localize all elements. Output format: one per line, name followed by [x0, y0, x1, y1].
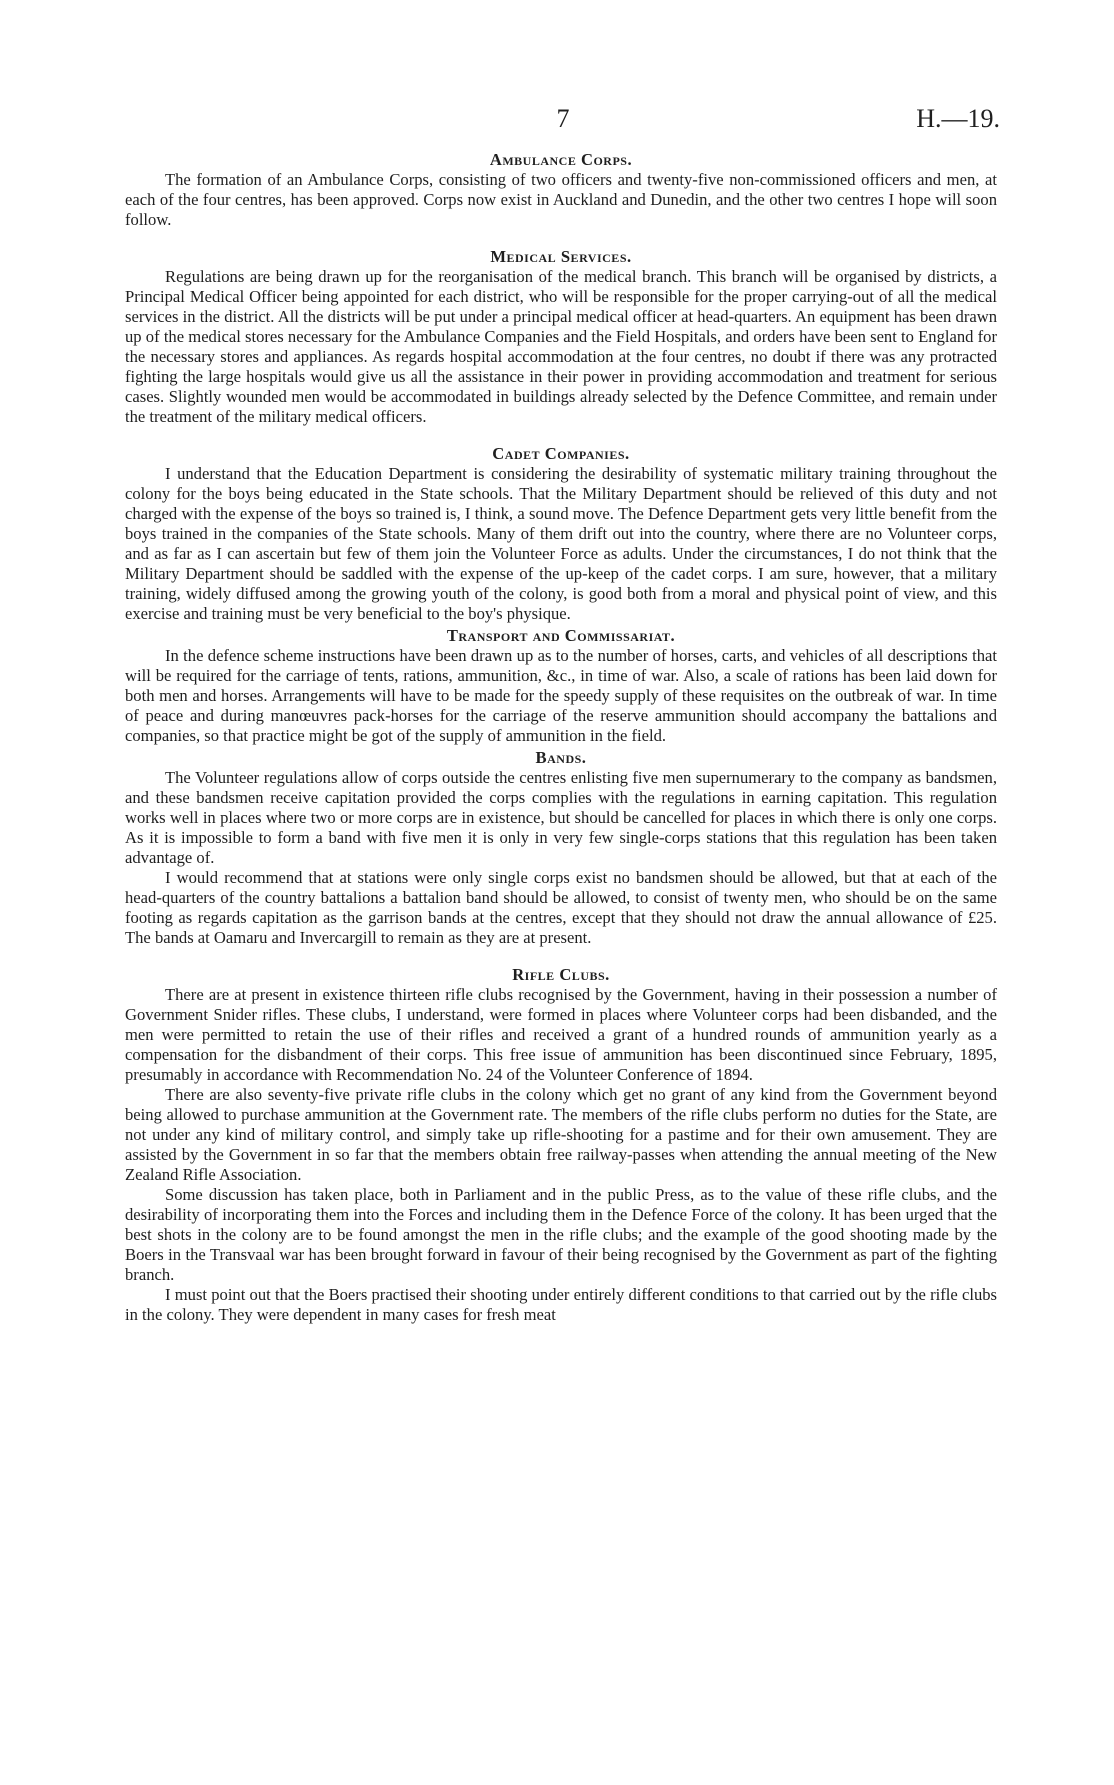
paragraph: Regulations are being drawn up for the reorganisation of the medical branch. This branch will be organised by districts, a Principal Medical Officer being appointed for each district, who will be responsible for the proper carrying-out of all the medical services in the district. All the districts will be put under a principal medical officer at head-quarters. An equipment has been drawn up of the medical stores necessary for the Ambulance Companies and the Field Hospitals, and orders have been sent to England for the necessary stores and appliances. As regards hospital accommodation at the four centres, no doubt if there was any protracted fighting the large hospitals would give us all the assistance in their power in providing accommodation and treatment for serious cases. Slightly wounded men would be accommodated in buildings already selected by the Defence Committee, and remain under the treatment of the military medical officers.	[125, 267, 997, 426]
section-heading: Cadet Companies.	[492, 444, 630, 463]
section-heading: Medical Services.	[490, 247, 632, 266]
section-ambulance-corps	[125, 150, 997, 230]
section-heading: Bands.	[535, 748, 587, 767]
paragraph: In the defence scheme instructions have been drawn up as to the number of horses, carts, and vehicles of all descriptions that will be required for the carriage of tents, rations, ammunition, &c., in time of war. Also, a scale of rations has been laid down for both men and horses. Arrangements will have to be made for the speedy supply of these requisites on the outbreak of war. In time of peace and during manœuvres pack-horses for the carriage of the reserve ammunition should accompany the battalions and companies, so that practice might be got of the supply of ammunition in the field.	[125, 646, 997, 745]
paragraph: I would recommend that at stations were only single corps exist no bandsmen should be allowed, but that at each of the head-quarters of the country battalions a battalion band should be allowed, to consist of twenty men, who should be on the same footing as regards capitation as the garrison bands at the centres, except that they should not draw the annual allowance of £25. The bands at Oamaru and Invercargill to remain as they are at present.	[125, 868, 997, 947]
section-cadet-companies	[125, 444, 997, 624]
section-heading: Ambulance Corps.	[489, 150, 633, 169]
section-heading: Rifle Clubs.	[512, 965, 610, 984]
paragraph: Some discussion has taken place, both in Parliament and in the public Press, as to the value of these rifle clubs, and the desirability of incorporating them into the Forces and including them in the Defence Force of the colony. It has been urged that the best shots in the colony are to be found amongst the men in the rifle clubs; and the example of the good shooting made by the Boers in the Transvaal war has been brought forward in favour of their being recognised by the Government as part of the fighting branch.	[125, 1185, 997, 1284]
document-reference: H.—19.	[916, 104, 1000, 133]
section-heading: Transport and Commissariat.	[446, 626, 676, 645]
section-rifle-clubs	[125, 965, 997, 1325]
section-transport-commissariat	[125, 626, 997, 746]
body-text	[125, 150, 997, 1325]
section-medical-services	[125, 247, 997, 427]
paragraph: I must point out that the Boers practised their shooting under entirely different conditions to that carried out by the rifle clubs in the colony. They were dependent in many cases for fresh meat	[125, 1285, 997, 1324]
paragraph: The formation of an Ambulance Corps, consisting of two officers and twenty-five non-commissioned officers and men, at each of the four centres, has been approved. Corps now exist in Auckland and Dunedin, and the other two centres I hope will soon follow.	[125, 170, 997, 229]
paragraph: The Volunteer regulations allow of corps outside the centres enlisting five men supernumerary to the company as bandsmen, and these bandsmen receive capitation provided the corps complies with the regulations in earning capitation. This regulation works well in places where two or more corps are in existence, but should be cancelled for places in which there is only one corps. As it is impossible to form a band with five men it is only in very few single-corps stations that this regulation has been taken advantage of.	[125, 768, 997, 867]
paragraph: There are at present in existence thirteen rifle clubs recognised by the Government, having in their possession a number of Government Snider rifles. These clubs, I understand, were formed in places where Volunteer corps had been disbanded, and the men were permitted to retain the use of their rifles and received a grant of a hundred rounds of ammunition yearly as a compensation for the disbandment of their corps. This free issue of ammunition has been discontinued since February, 1895, presumably in accordance with Recommendation No. 24 of the Volunteer Conference of 1894.	[125, 985, 997, 1084]
page-number: 7	[556, 104, 570, 133]
section-bands	[125, 748, 997, 948]
paragraph: I understand that the Education Department is considering the desirability of systematic military training throughout the colony for the boys being educated in the State schools. That the Military Department should be relieved of this duty and not charged with the expense of the boys so trained is, I think, a sound move. The Defence Department gets very little benefit from the boys trained in the companies of the State schools. Many of them drift out into the country, where there are no Volunteer corps, and as far as I can ascertain but few of them join the Volunteer Force as adults. Under the circumstances, I do not think that the Military Department should be saddled with the expense of the up-keep of the cadet corps. I am sure, however, that a military training, widely diffused among the growing youth of the colony, is good both from a moral and physical point of view, and this exercise and training must be very beneficial to the boy's physique.	[125, 464, 997, 623]
paragraph: There are also seventy-five private rifle clubs in the colony which get no grant of any kind from the Government beyond being allowed to purchase ammunition at the Government rate. The members of the rifle clubs perform no duties for the State, are not under any kind of military control, and simply take up rifle-shooting for a pastime and for their own amusement. They are assisted by the Government in so far that the members obtain free railway-passes when attending the annual meeting of the New Zealand Rifle Association.	[125, 1085, 997, 1184]
